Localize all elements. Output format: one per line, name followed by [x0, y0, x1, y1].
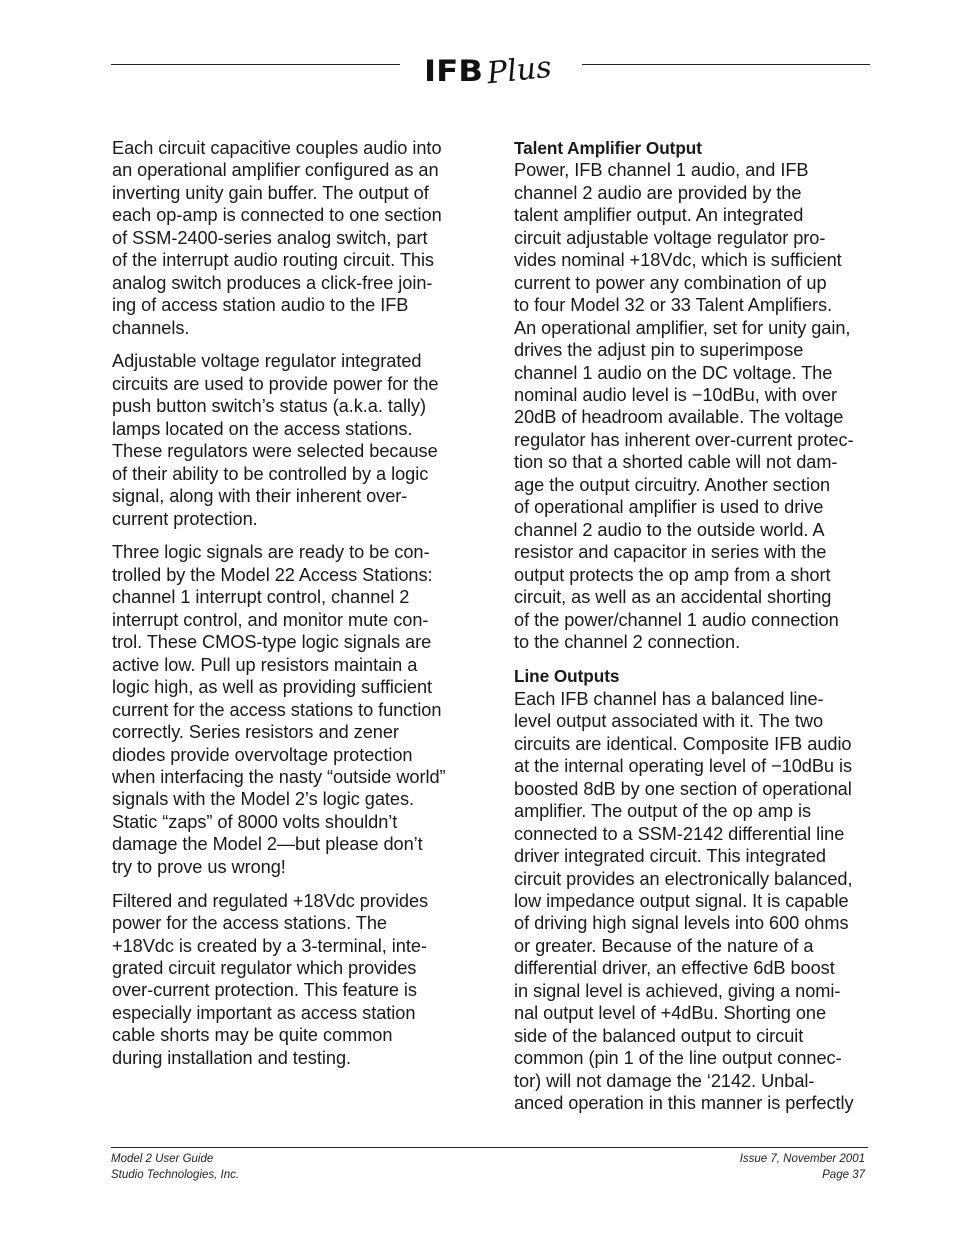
footer-issue: Issue 7, November 2001: [739, 1153, 865, 1165]
section-heading-talent-amplifier: Talent Amplifier Output: [514, 138, 702, 158]
right-column: [514, 137, 876, 1126]
footer-page-number: Page 37: [822, 1168, 865, 1181]
footer-company: Studio Technologies, Inc.: [111, 1168, 240, 1181]
left-paragraph-2: Adjustable voltage regulator integrated circuits are used to provide power for the push button switch’s status (a.k.a. tally) lamps located on the access stations. These regulators were selected because of their ability to be controlled by a logic signal, along with their inherent over- current protection.: [112, 351, 439, 529]
footer-left: [111, 1152, 239, 1183]
talent-amplifier-paragraph: Power, IFB channel 1 audio, and IFB channel 2 audio are provided by the talent amplifier output. An integrated circuit adjustable voltage regulator pro- vides nominal +18Vdc, which is sufficient current to power any combination of up to four Model 32 or 33 Talent Amplifiers. An operational amplifier, set for unity gain, drives the adjust pin to superimpose channel 1 audio on the DC voltage. The nominal audio level is −10dBu, with over 20dB of headroom available. The voltage regulator has inherent over-current protec- tion so that a shorted cable will not dam- age the output circuitry. Another section of operational amplifier is used to drive channel 2 audio to the outside world. A resistor and capacitor in series with the output protects the op amp from a short circuit, as well as an accidental shorting of the power/channel 1 audio connection to the channel 2 connection.: [514, 160, 854, 652]
left-column: [112, 137, 474, 1081]
footer-guide-title: Model 2 User Guide: [111, 1153, 214, 1165]
logo-script-text: Plus: [485, 49, 553, 92]
logo-main-text: IFB: [424, 54, 484, 88]
ifb-plus-logo: [424, 40, 553, 92]
line-outputs-paragraph: Each IFB channel has a balanced line- level output associated with it. The two circuits are identical. Composite IFB audio at the internal operating level of −10dBu is boosted 8dB by one section of operational amplifier. The output of the op amp is connected to a SSM-2142 differential line driver integrated circuit. This integrated circuit provides an electronically balanced, low impedance output signal. It is capable of driving high signal levels into 600 ohms or greater. Because of the nature of a differential driver, an effective 6dB boost in signal level is achieved, giving a nomi- nal output level of +4dBu. Shorting one side of the balanced output to circuit common (pin 1 of the line output connec- tor) will not damage the ‘2142. Unbal- anced operation in this manner is perfectly: [514, 688, 854, 1114]
section-heading-line-outputs: Line Outputs: [514, 666, 620, 687]
footer-right: [660, 1152, 865, 1183]
left-paragraph-1: Each circuit capacitive couples audio into an operational amplifier configured as an inverting unity gain buffer. The output of each op-amp is connected to one section of SSM-2400-series analog switch, part of the interrupt audio routing circuit. This analog switch produces a click-free join- ing of access station audio to the IFB channels.: [112, 138, 442, 338]
footer-rule: [111, 1147, 868, 1148]
header-rule-left: [111, 64, 400, 65]
header-rule-right: [582, 64, 870, 65]
left-paragraph-4: Filtered and regulated +18Vdc provides power for the access stations. The +18Vdc is created by a 3-terminal, inte- grated circuit regulator which provides over-current protection. This feature is especially important as access station cable shorts may be quite common during installation and testing.: [112, 890, 429, 1068]
left-paragraph-3: Three logic signals are ready to be con- trolled by the Model 22 Access Stations: channel 1 interrupt control, channel 2 interrupt control, and monitor mute con- trol. These CMOS-type logic signals are active low. Pull up resistors maintain a logic high, as well as providing sufficient current for the access stations to function correctly. Series resistors and zener diodes provide overvoltage protection when interfacing the nasty “outside world” signals with the Model 2’s logic gates. Static “zaps” of 8000 volts shouldn’t damage the Model 2—but please don’t try to prove us wrong!: [112, 542, 446, 877]
